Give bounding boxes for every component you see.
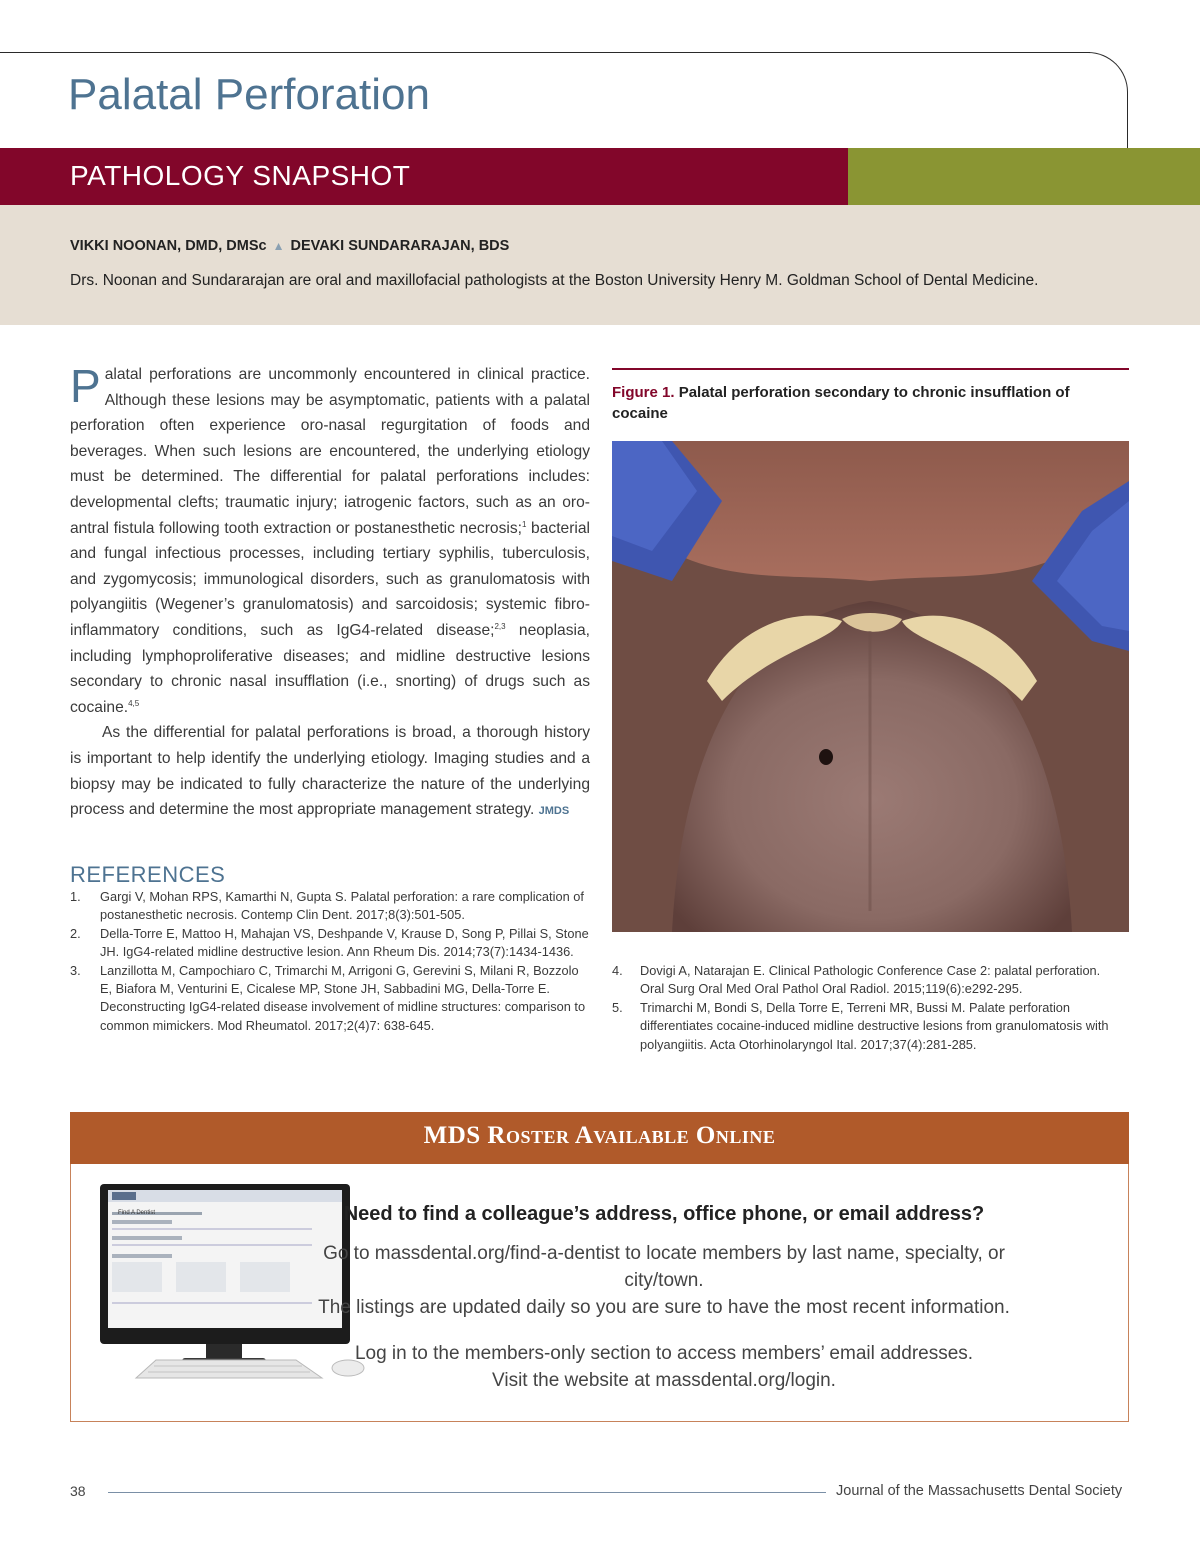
paragraph-2-text: As the differential for palatal perforations is broad, a thorough history is important to help identify the underlying etiology. Imaging studies and a biopsy may be indicated to fully characterize the nature of the underlying process and determine the most appropriate management strategy. bbox=[70, 724, 590, 819]
paragraph-1-text-a: alatal perforations are uncommonly encountered in clinical practice. Although these lesions may be asymptomatic, patients with a palatal perforation often experience oro-nasal regurgitation of foods and beverages. When such lesions are encountered, the underlying etiology must be determined. The differential for palatal perforations includes: developmental clefts; traumatic injury; iatrogenic factors, such as an oro-antral fistula following tooth extraction or postanesthetic necrosis; bbox=[70, 366, 590, 537]
author-box bbox=[0, 205, 1200, 325]
reference-item bbox=[70, 962, 590, 1036]
jmds-end-mark: JMDS bbox=[538, 805, 570, 818]
references-heading: REFERENCES bbox=[70, 862, 226, 887]
header-rule-curve bbox=[1060, 52, 1128, 152]
roster-line-1: Go to massdental.org/find-a-dentist to locate members by last name, specialty, or city/town. bbox=[323, 1243, 1005, 1291]
author-line bbox=[70, 238, 509, 254]
palate-photo-illustration bbox=[612, 441, 1129, 932]
reference-text: Gargi V, Mohan RPS, Kamarthi N, Gupta S. Palatal perforation: a rare complication of postanesthetic necrosis. Contemp Clin Dent. 2017;8(3):501-505. bbox=[100, 889, 584, 923]
reference-item bbox=[612, 999, 1124, 1054]
reference-number: 2. bbox=[70, 925, 81, 941]
references-list-left bbox=[70, 888, 590, 1035]
paragraph-1-text-c: neoplasia, including lymphoproliferative diseases; and midline destructive lesions secondary to chronic nasal insufflation (i.e., snorting) of drugs such as cocaine. bbox=[70, 621, 590, 716]
page-title: Palatal Perforation bbox=[68, 70, 430, 119]
article-body bbox=[70, 362, 590, 825]
paragraph-1-text-b: bacterial and fungal infectious processes, including tertiary syphilis, tuberculosis, and zygomycosis; immunological disorders, such as granulomatosis with polyangiitis (Wegener’s granulomatosis) and sarcoidosis; systemic fibro-inflammatory conditions, such as IgG4-related disease; bbox=[70, 519, 590, 639]
roster-line-3: Log in to the members-only section to access members’ email addresses. bbox=[354, 1343, 974, 1364]
reference-number: 5. bbox=[612, 999, 623, 1015]
author-2: DEVAKI SUNDARARAJAN, BDS bbox=[290, 238, 510, 254]
roster-line-4: Visit the website at massdental.org/login. bbox=[492, 1370, 836, 1391]
citation-2-3: 2,3 bbox=[494, 621, 506, 631]
roster-text-1 bbox=[290, 1240, 1038, 1321]
roster-text-2 bbox=[290, 1340, 1038, 1394]
header-rule bbox=[0, 52, 1090, 53]
monitor-screen-heading: Find A Dentist bbox=[118, 1210, 156, 1216]
triangle-separator-icon: ▲ bbox=[272, 239, 285, 253]
footer-rule bbox=[108, 1492, 826, 1493]
figure-label: Figure 1. bbox=[612, 384, 675, 401]
figure-caption bbox=[612, 382, 1122, 424]
roster-question: Need to find a colleague’s address, office phone, or email address? bbox=[343, 1203, 985, 1225]
reference-number: 4. bbox=[612, 963, 623, 978]
paragraph-1 bbox=[70, 362, 590, 720]
section-label: PATHOLOGY SNAPSHOT bbox=[70, 160, 411, 191]
citation-1: 1 bbox=[521, 519, 527, 529]
reference-text: Dovigi A, Natarajan E. Clinical Pathologic Conference Case 2: palatal perforation. Oral Surg Oral Med Oral Pathol Oral Radiol. 2015;119(6):e292-295. bbox=[640, 963, 1101, 997]
reference-text: Lanzillotta M, Campochiaro C, Trimarchi M, Arrigoni G, Gerevini S, Milani R, Bozzolo E, Biafora M, Venturini E, Cicalese MP, Stone JH, Sabbadini MG, Della-Torre E. Deconstructing IgG4-related disease involvement of midline structures: comparison to common mimickers. Mod Rheumatol. 2017;2(4)7: 638-645. bbox=[100, 962, 586, 1033]
author-1: VIKKI NOONAN, DMD, DMSc bbox=[70, 238, 267, 254]
figure-rule bbox=[612, 368, 1129, 370]
reference-text: Trimarchi M, Bondi S, Della Torre E, Terreni MR, Bussi M. Palate perforation differentiates cocaine-induced midline destructive lesions from granulomatosis with polyangiitis. Acta Otorhinolaryngol Ital. 2017;37(4):281-285. bbox=[640, 999, 1109, 1052]
page-number: 38 bbox=[70, 1483, 86, 1499]
section-band-accent bbox=[848, 148, 1200, 205]
reference-item bbox=[70, 888, 590, 925]
reference-number: 1. bbox=[70, 889, 81, 904]
reference-number: 3. bbox=[70, 962, 81, 978]
citation-4-5: 4,5 bbox=[128, 698, 140, 708]
author-affiliation: Drs. Noonan and Sundararajan are oral and maxillofacial pathologists at the Boston University Henry M. Goldman School of Dental Medicine. bbox=[70, 272, 1039, 289]
reference-item bbox=[612, 962, 1124, 999]
reference-text: Della-Torre E, Mattoo H, Mahajan VS, Deshpande V, Krause D, Song P, Pillai S, Stone JH. IgG4-related midline destructive lesion. Ann Rheum Dis. 2014;73(7):1434-1436. bbox=[100, 925, 589, 960]
journal-name: Journal of the Massachusetts Dental Society bbox=[836, 1483, 1123, 1499]
drop-cap: P bbox=[70, 360, 101, 412]
figure-caption-text: Palatal perforation secondary to chronic insufflation of cocaine bbox=[612, 384, 1070, 422]
paragraph-2 bbox=[70, 720, 590, 824]
references-list-right bbox=[612, 962, 1124, 1054]
roster-title: MDS Roster Available Online bbox=[423, 1122, 776, 1149]
roster-banner bbox=[70, 1112, 1129, 1164]
roster-line-2: The listings are updated daily so you are sure to have the most recent information. bbox=[318, 1297, 1010, 1318]
reference-item bbox=[70, 925, 590, 962]
palate-photo bbox=[612, 441, 1129, 932]
